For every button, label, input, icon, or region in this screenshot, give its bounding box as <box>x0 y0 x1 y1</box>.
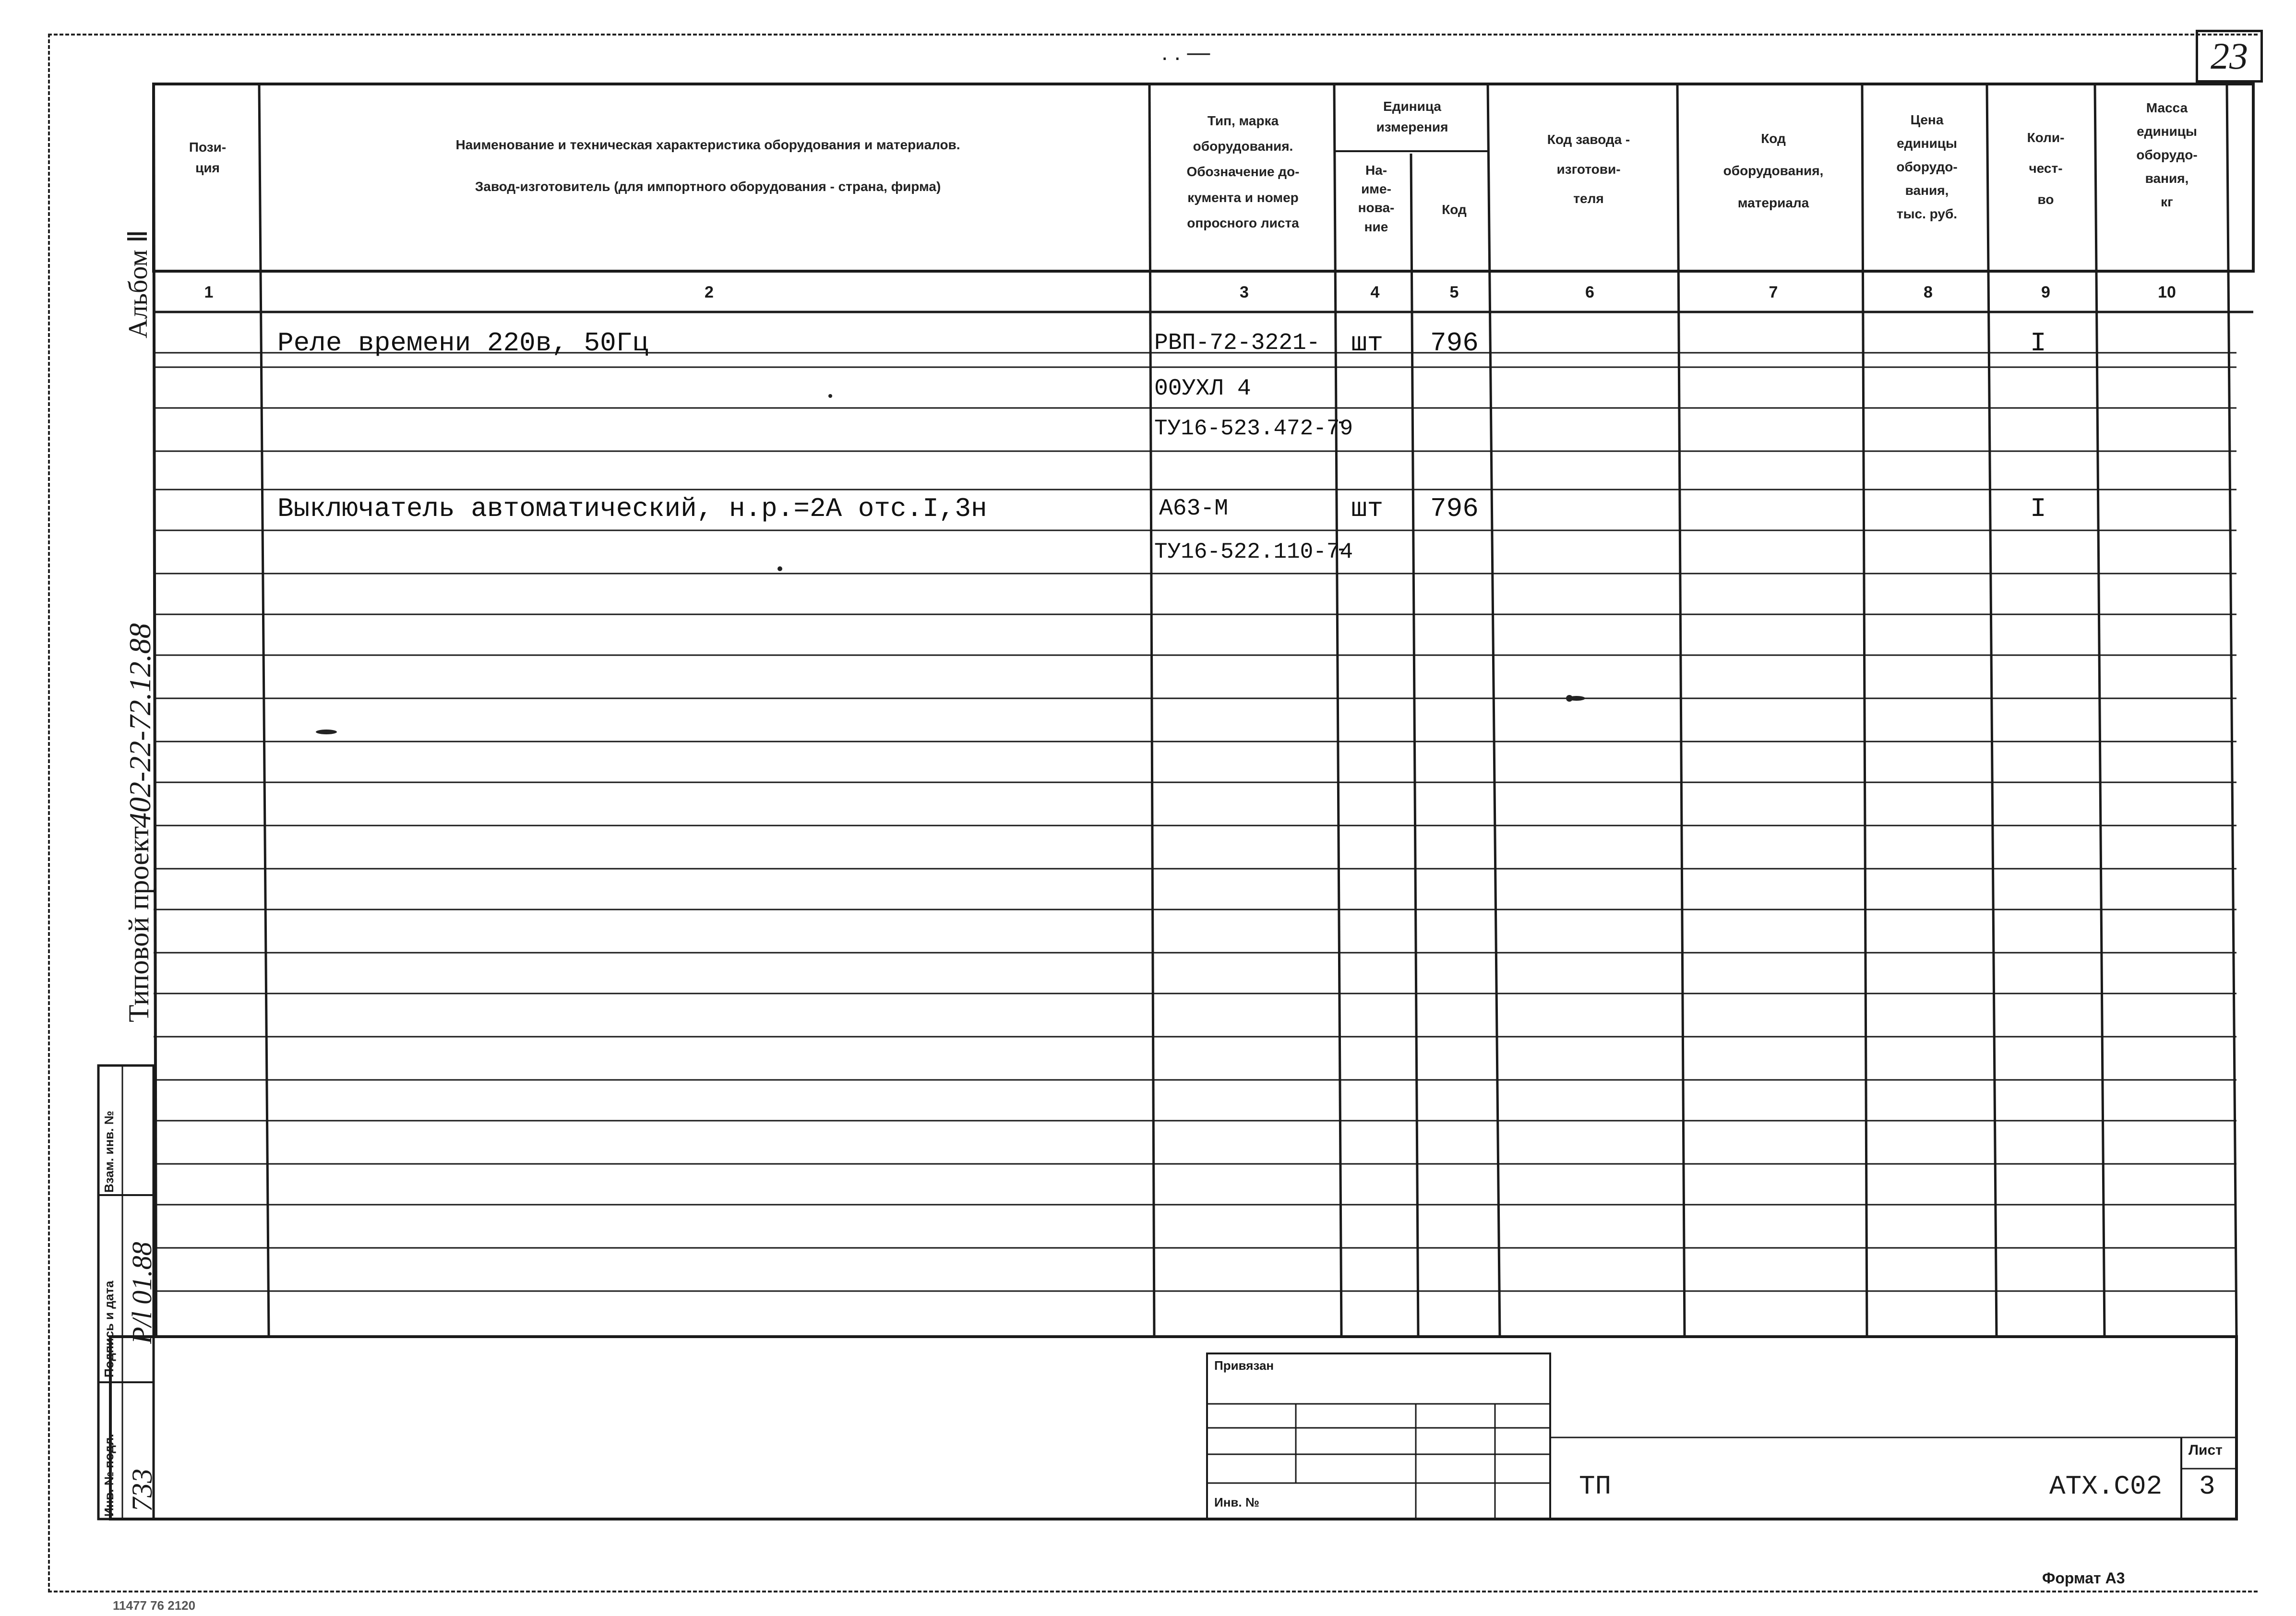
row-1-unit: шт <box>1351 328 1384 359</box>
row-3-type: ТУ16-523.472-79 <box>1154 416 1353 441</box>
col-num-9: 9 <box>2041 283 2050 301</box>
header-unit-group: Единица измерения <box>1376 99 1448 135</box>
col-num-8: 8 <box>1924 283 1933 301</box>
project-label: Типовой проект <box>123 826 155 1022</box>
bottom-left-mark: 11477 76 2120 <box>113 1598 196 1613</box>
row-5-type: ТУ16-522.110-74 <box>1154 539 1353 564</box>
row-1-name: Реле времени 220в, 50Гц <box>277 328 648 359</box>
row-4-name: Выключатель автоматический, н.р.=2А отс.I,3н <box>277 493 987 524</box>
row-1-qty: I <box>2030 328 2046 359</box>
project-code: 402-22-72.12.88 <box>123 623 157 828</box>
header-col-2: Наименование и техническая характеристика оборудования и материалов. Завод-изготовитель (для импортного оборудования - страна, фирма) <box>455 137 960 194</box>
format-label: Формат А3 <box>2042 1569 2125 1587</box>
header-col-7: Код оборудования, материала <box>1723 131 1824 211</box>
album-label: Альбом Ⅱ <box>123 229 153 338</box>
doc-code: АТХ.С02 <box>2049 1471 2163 1502</box>
header-col-4: На- име- нова- ние <box>1358 163 1395 234</box>
binding-stamp-inv: Инв. № <box>1214 1495 1259 1509</box>
row-1-type: РВП-72-3221- <box>1154 330 1320 356</box>
col-num-5: 5 <box>1449 283 1459 301</box>
header-col-6: Код завода - изготови- теля <box>1547 132 1630 206</box>
list-label: Лист <box>2188 1442 2223 1458</box>
header-col-8: Цена единицы оборудо- вания, тыс. руб. <box>1896 112 1958 221</box>
tp-label: ТП <box>1579 1471 1612 1502</box>
row-4-qty: I <box>2030 493 2046 524</box>
podpis-value: Р/l 01.88 <box>126 1242 157 1344</box>
inv-podl-value: 733 <box>126 1469 158 1512</box>
header-col-10: Масса единицы оборудо- вания, кг <box>2136 100 2198 209</box>
row-1-code: 796 <box>1430 328 1479 359</box>
col-num-4: 4 <box>1370 283 1380 301</box>
row-4-code: 796 <box>1430 493 1479 524</box>
col-num-3: 3 <box>1240 283 1249 301</box>
header-col-9: Коли- чест- во <box>2027 130 2065 207</box>
inv-podl-label: Инв. № подл. <box>102 1434 116 1517</box>
binding-stamp-title: Привязан <box>1214 1358 1274 1373</box>
col-num-7: 7 <box>1769 283 1778 301</box>
vzam-label: Взам. инв. № <box>102 1111 116 1193</box>
header-col-3: Тип, марка оборудования. Обозначение до- кумента и номер опросного листа <box>1186 113 1300 230</box>
row-2-type: 00УХЛ 4 <box>1154 376 1251 402</box>
sheet-number: 23 <box>2196 30 2263 83</box>
header-col-5: Код <box>1442 202 1467 217</box>
podpis-label: Подпись и дата <box>102 1281 116 1377</box>
row-4-type: А63-М <box>1159 496 1229 522</box>
col-num-1: 1 <box>204 283 214 301</box>
col-num-10: 10 <box>2158 283 2176 301</box>
col-num-6: 6 <box>1585 283 1594 301</box>
col-num-2: 2 <box>705 283 714 301</box>
list-number: 3 <box>2199 1471 2215 1502</box>
header-col-1: Пози- ция <box>189 140 227 176</box>
row-4-unit: шт <box>1351 493 1384 524</box>
top-mark: . . — <box>1161 40 1210 65</box>
